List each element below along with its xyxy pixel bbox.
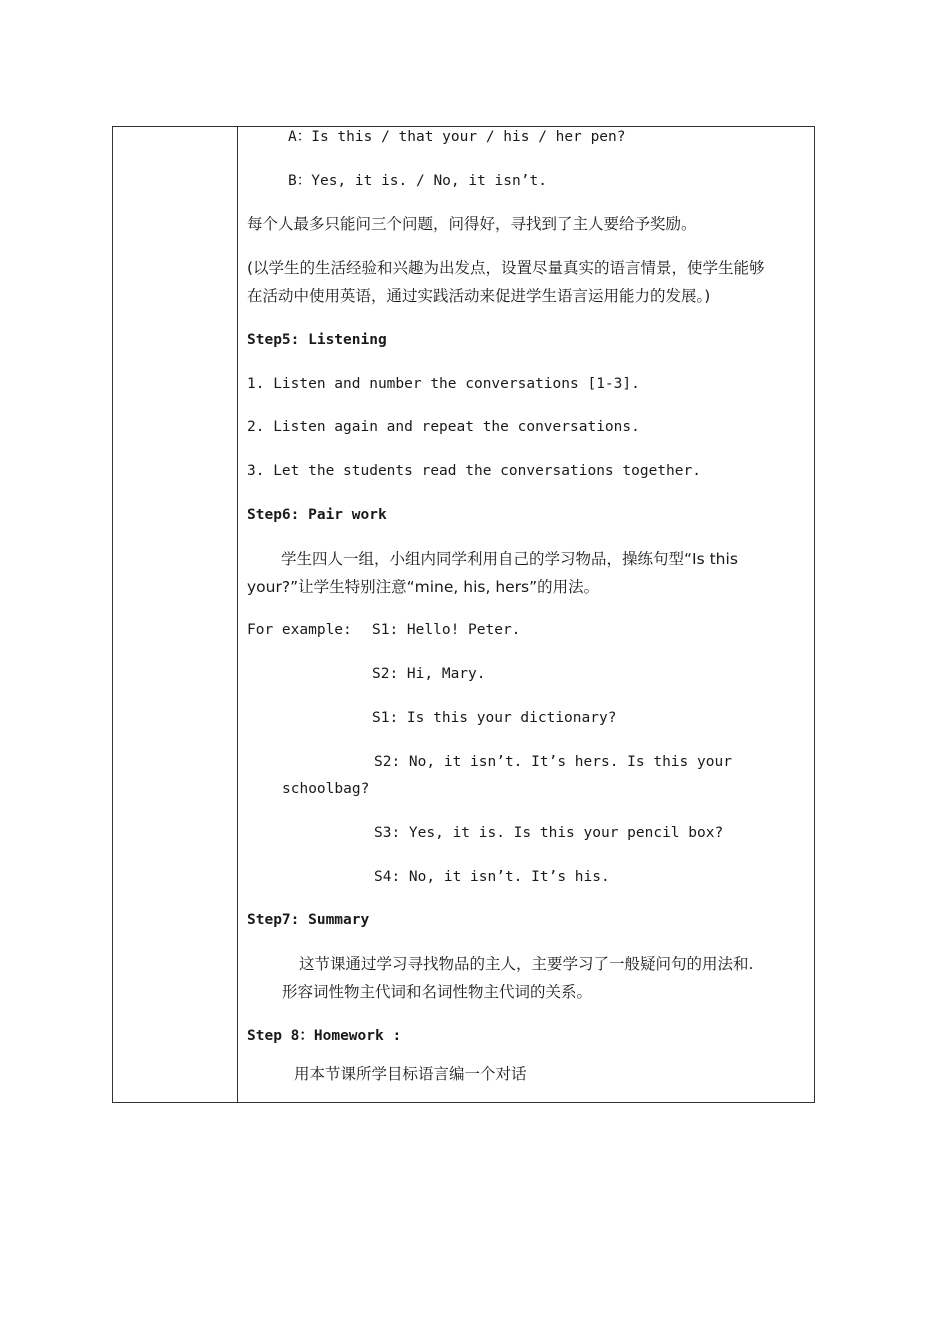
note-line-2: 在活动中使用英语，通过实践活动来促进学生语言运用能力的发展。) xyxy=(247,287,711,305)
example-s4: S4: No, it isn’t. It’s his. xyxy=(374,869,610,885)
step8-heading: Step 8：Homework : xyxy=(247,1028,402,1044)
example-s2-a: S2: Hi, Mary. xyxy=(372,666,486,682)
step6-heading: Step6: Pair work xyxy=(247,507,387,523)
example-s2-b-line-1: S2: No, it isn’t. It’s hers. Is this your xyxy=(374,754,732,770)
summary-line-1: 这节课通过学习寻找物品的主人，主要学习了一般疑问句的用法和. xyxy=(299,955,754,973)
step7-heading: Step7: Summary xyxy=(247,912,370,928)
example-label: For example: xyxy=(247,622,352,638)
listening-item-2: 2. Listen again and repeat the conversations. xyxy=(247,419,640,435)
lesson-table xyxy=(112,126,815,1103)
dialog-a-line: A：Is this / that your / his / her pen? xyxy=(288,129,626,145)
example-s1-a: S1: Hello! Peter. xyxy=(372,622,521,638)
rule-text: 每个人最多只能问三个问题，问得好，寻找到了主人要给予奖励。 xyxy=(247,215,697,233)
dialog-b-line: B：Yes, it is. / No, it isn’t. xyxy=(288,173,547,189)
pair-work-line-2: your?”让学生特别注意“mine, his, hers”的用法。 xyxy=(247,578,600,596)
pair-work-line-1: 学生四人一组，小组内同学利用自己的学习物品，操练句型“Is this xyxy=(281,550,738,568)
example-s2-b-line-2: schoolbag? xyxy=(282,781,370,797)
step5-heading: Step5: Listening xyxy=(247,332,387,348)
listening-item-3: 3. Let the students read the conversations together. xyxy=(247,463,701,479)
example-s3: S3: Yes, it is. Is this your pencil box? xyxy=(374,825,724,841)
content-cell xyxy=(238,127,814,1102)
example-s1-b: S1: Is this your dictionary? xyxy=(372,710,617,726)
homework-text: 用本节课所学目标语言编一个对话 xyxy=(294,1065,527,1083)
listening-item-1: 1. Listen and number the conversations [1-3]. xyxy=(247,376,640,392)
note-line-1: (以学生的生活经验和兴趣为出发点，设置尽量真实的语言情景，使学生能够 xyxy=(247,259,765,277)
summary-line-2: 形容词性物主代词和名词性物主代词的关系。 xyxy=(282,983,593,1001)
